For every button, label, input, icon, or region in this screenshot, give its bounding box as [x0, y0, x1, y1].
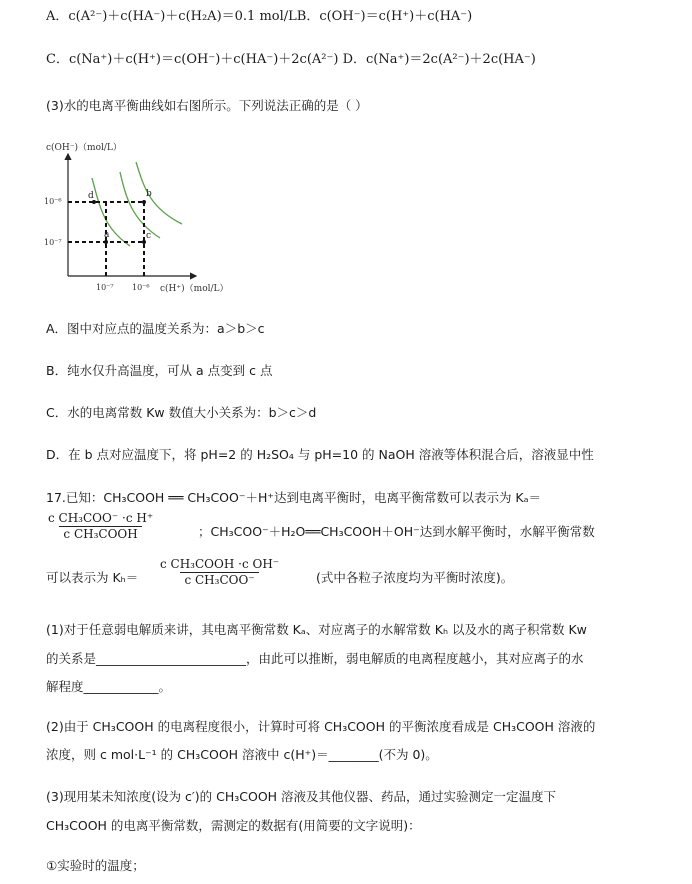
kh-denominator: c CH₃COO⁻ — [180, 572, 258, 588]
y-tick-low: 10⁻⁷ — [44, 238, 62, 247]
q17-part1-line1: (1)对于任意弱电解质来讲，其电离平衡常数 Kₐ、对应离子的水解常数 Kₕ 以及水的离子积常数 Kw — [46, 622, 587, 637]
point-c-label: c — [146, 231, 152, 241]
q17-part1-line2: 的关系是________________________，由此可以推断，弱电解质的电离程度越小，其对应离子的水 — [46, 651, 584, 666]
q17-part3-line1: (3)现用某未知浓度(设为 c′)的 CH₃COOH 溶液及其他仪器、药品，通过实验测定一定温度下 — [46, 789, 557, 804]
kh-numerator: c CH₃COOH ·c OH⁻ — [160, 557, 280, 571]
water-equilibrium-graph — [40, 138, 250, 300]
y-tick-high: 10⁻⁶ — [44, 197, 62, 206]
q3-option-a: A．图中对应点的温度关系为：a＞b＞c — [46, 321, 265, 336]
x-tick-high: 10⁻⁶ — [132, 283, 150, 292]
q17-line-1: 17.已知：CH₃COOH ══ CH₃COO⁻＋H⁺达到电离平衡时，电离平衡常数可以表示为 Kₐ＝ — [46, 490, 542, 505]
q3-option-c: C．水的电离常数 Kw 数值大小关系为：b＞c＞d — [46, 405, 317, 420]
kh-prefix: 可以表示为 Kₕ＝ — [46, 570, 139, 585]
q17-part2-line1: (2)由于 CH₃COOH 的电离程度很小，计算时可将 CH₃COOH 的平衡浓度看成是 CH₃COOH 溶液的 — [46, 719, 596, 734]
x-axis-label: c(H⁺)（mol/L） — [160, 284, 229, 294]
y-axis-label: c(OH⁻)（mol/L） — [46, 143, 122, 153]
ka-denominator: c CH₃COOH — [59, 526, 141, 542]
kh-suffix: (式中各粒子浓度均为平衡时浓度)。 — [316, 570, 514, 585]
option-c-d-line: C．c(Na⁺)＋c(H⁺)＝c(OH⁻)＋c(HA⁻)＋2c(A²⁻) D．c(Na⁺)＝2c(A²⁻)＋2c(HA⁻) — [46, 52, 536, 67]
q3-option-b: B．纯水仅升高温度，可从 a 点变到 c 点 — [46, 363, 273, 378]
point-a-marker — [104, 240, 108, 244]
q17-part1-line3: 解程度____________。 — [46, 679, 172, 694]
point-d-label: d — [88, 191, 94, 201]
equilibrium-curve-2 — [120, 172, 160, 238]
ka-numerator: c CH₃COO⁻ ·c H⁺ — [48, 511, 154, 525]
equilibrium-curve-3 — [136, 162, 182, 224]
point-a-label: a — [104, 230, 110, 240]
option-a-b-line: A．c(A²⁻)＋c(HA⁻)＋c(H₂A)＝0.1 mol/LB．c(OH⁻)＝c(H⁺)＋c(HA⁻) — [46, 9, 473, 24]
q3-option-d: D．在 b 点对应温度下，将 pH=2 的 H₂SO₄ 与 pH=10 的 NaOH 溶液等体积混合后，溶液显中性 — [46, 447, 594, 462]
point-b-label: b — [146, 189, 152, 199]
ka-fraction — [44, 511, 157, 542]
q17-part2-line2: 浓度，则 c mol·L⁻¹ 的 CH₃COOH 溶液中 c(H⁺)＝________(不为 0)。 — [46, 747, 438, 762]
question-3-stem: (3)水的电离平衡曲线如右图所示。下列说法正确的是（ ） — [46, 98, 368, 113]
q17-line-2: ；CH₃COO⁻＋H₂O══CH₃COOH＋OH⁻达到水解平衡时，水解平衡常数 — [198, 524, 595, 539]
kh-fraction — [156, 557, 283, 588]
q17-part3-item1: ①实验时的温度； — [46, 858, 145, 873]
x-tick-low: 10⁻⁷ — [96, 283, 114, 292]
q17-part3-line2: CH₃COOH 的电离平衡常数，需测定的数据有(用简要的文字说明)： — [46, 818, 421, 833]
point-b-marker — [142, 200, 146, 204]
